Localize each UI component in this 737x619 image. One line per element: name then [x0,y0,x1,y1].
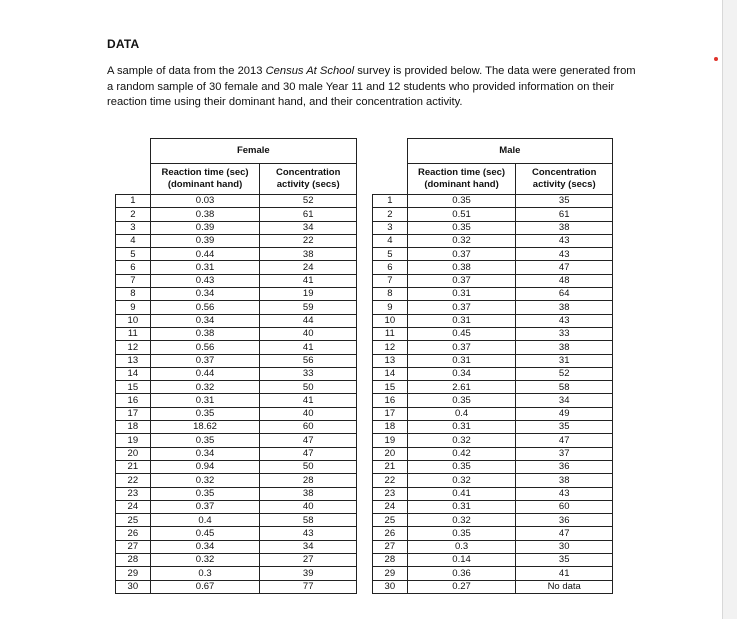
female-reaction-time-cell: 0.39 [150,221,260,234]
male-concentration-cell: 33 [516,327,613,340]
male-row-number: 15 [373,381,408,394]
female-reaction-time-cell: 0.38 [150,208,260,221]
male-table-row [373,447,613,460]
female-reaction-time-cell: 0.56 [150,301,260,314]
male-reaction-time-cell: 0.34 [407,367,516,380]
male-concentration-cell: 41 [516,567,613,580]
female-reaction-time-cell: 0.35 [150,434,260,447]
male-concentration-cell: 36 [516,460,613,473]
male-table-row [373,394,613,407]
female-table-row [116,394,357,407]
female-concentration-cell: 60 [260,421,357,434]
male-table-row [373,288,613,301]
female-row-number: 8 [116,288,151,301]
female-reaction-time-cell: 0.44 [150,367,260,380]
female-concentration-header-line2: activity (secs) [276,179,340,190]
female-row-number: 11 [116,327,151,340]
male-reaction-time-cell: 0.3 [407,540,516,553]
female-table-row [116,421,357,434]
male-row-number: 21 [373,460,408,473]
male-reaction-time-cell: 0.41 [407,487,516,500]
male-reaction-time-cell: 0.35 [407,460,516,473]
female-reaction-time-cell: 0.03 [150,195,260,208]
male-row-number: 27 [373,540,408,553]
male-table-row [373,514,613,527]
female-table-row [116,540,357,553]
female-concentration-cell: 77 [260,580,357,593]
male-concentration-header-line1: Concentration [532,167,597,178]
female-title: Female [150,139,356,164]
male-table-row [373,221,613,234]
male-row-number: 13 [373,354,408,367]
female-table-body [116,139,357,594]
male-reaction-time-cell: 0.35 [407,394,516,407]
male-row-number: 10 [373,314,408,327]
male-table-row [373,341,613,354]
female-row-number: 25 [116,514,151,527]
female-table-row [116,367,357,380]
male-row-number: 22 [373,474,408,487]
female-table-row [116,234,357,247]
male-concentration-cell: 43 [516,314,613,327]
female-table-row [116,447,357,460]
male-row-number: 17 [373,407,408,420]
male-concentration-cell: 38 [516,221,613,234]
female-table-row [116,381,357,394]
female-table-row [116,327,357,340]
red-marker-dot [714,57,718,61]
male-table-row [373,208,613,221]
section-heading: DATA [107,37,140,51]
female-reaction-time-cell: 0.56 [150,341,260,354]
female-concentration-cell: 47 [260,434,357,447]
male-reaction-time-cell: 0.35 [407,527,516,540]
male-reaction-time-cell: 0.37 [407,301,516,314]
female-reaction-time-cell: 0.32 [150,381,260,394]
female-table-row [116,407,357,420]
female-table-row [116,195,357,208]
male-title-row [373,139,613,164]
female-concentration-cell: 56 [260,354,357,367]
female-row-number: 21 [116,460,151,473]
male-table-row [373,434,613,447]
male-row-number: 7 [373,274,408,287]
male-row-number: 18 [373,421,408,434]
female-concentration-cell: 61 [260,208,357,221]
male-row-number: 28 [373,554,408,567]
female-row-number: 24 [116,500,151,513]
female-concentration-cell: 41 [260,274,357,287]
female-concentration-cell: 58 [260,514,357,527]
male-reaction-header [407,164,516,195]
male-row-number: 6 [373,261,408,274]
female-reaction-time-cell: 0.43 [150,274,260,287]
female-reaction-time-cell: 0.32 [150,554,260,567]
female-table-row [116,354,357,367]
female-concentration-header-line1: Concentration [276,167,341,178]
male-title: Male [407,139,612,164]
male-reaction-time-cell: 0.32 [407,234,516,247]
female-row-number: 18 [116,421,151,434]
female-row-number: 7 [116,274,151,287]
female-concentration-cell: 38 [260,487,357,500]
male-concentration-cell: 47 [516,434,613,447]
female-table-row [116,527,357,540]
female-table-row [116,487,357,500]
female-title-spacer [116,139,151,164]
male-reaction-time-cell: 0.14 [407,554,516,567]
female-row-number: 9 [116,301,151,314]
male-reaction-time-cell: 0.31 [407,500,516,513]
male-row-number: 9 [373,301,408,314]
male-table-row [373,567,613,580]
female-concentration-cell: 41 [260,394,357,407]
male-concentration-cell: 64 [516,288,613,301]
female-row-number: 10 [116,314,151,327]
male-concentration-cell: 48 [516,274,613,287]
female-concentration-header [260,164,357,195]
female-row-number: 13 [116,354,151,367]
male-table-row [373,234,613,247]
male-table-row [373,421,613,434]
female-concentration-cell: 47 [260,447,357,460]
male-table-row [373,554,613,567]
male-concentration-cell: 60 [516,500,613,513]
female-row-number: 14 [116,367,151,380]
female-concentration-cell: 40 [260,500,357,513]
male-concentration-cell: 35 [516,421,613,434]
male-row-number: 29 [373,567,408,580]
female-concentration-cell: 52 [260,195,357,208]
female-concentration-cell: 34 [260,221,357,234]
male-row-number: 19 [373,434,408,447]
female-reaction-time-cell: 0.39 [150,234,260,247]
female-table-row [116,314,357,327]
female-concentration-cell: 19 [260,288,357,301]
female-table-row [116,221,357,234]
male-row-number: 26 [373,527,408,540]
male-concentration-cell: 52 [516,367,613,380]
male-title-spacer [373,139,408,164]
page-edge-shadow [722,0,737,619]
male-concentration-cell: 31 [516,354,613,367]
male-concentration-cell: 43 [516,234,613,247]
female-reaction-header-line1: Reaction time (sec) [161,167,249,178]
female-title-row [116,139,357,164]
male-row-number: 20 [373,447,408,460]
male-table-row [373,261,613,274]
female-concentration-cell: 43 [260,527,357,540]
male-table-body [373,139,613,594]
female-table-row [116,554,357,567]
female-reaction-time-cell: 0.34 [150,288,260,301]
male-concentration-cell: 36 [516,514,613,527]
male-concentration-cell: 30 [516,540,613,553]
female-concentration-cell: 44 [260,314,357,327]
intro-paragraph [107,64,637,111]
male-reaction-time-cell: 0.31 [407,421,516,434]
male-table-row [373,381,613,394]
female-row-number: 1 [116,195,151,208]
female-reaction-time-cell: 0.45 [150,527,260,540]
female-row-number: 22 [116,474,151,487]
female-concentration-cell: 40 [260,327,357,340]
male-row-number: 3 [373,221,408,234]
male-reaction-header-line1: Reaction time (sec) [417,167,506,178]
male-table-row [373,487,613,500]
female-row-number: 15 [116,381,151,394]
female-reaction-time-cell: 0.35 [150,407,260,420]
male-reaction-time-cell: 0.37 [407,248,516,261]
female-table-row [116,567,357,580]
female-reaction-time-cell: 0.67 [150,580,260,593]
female-concentration-cell: 28 [260,474,357,487]
female-row-number: 6 [116,261,151,274]
female-data-table [115,138,357,594]
male-concentration-cell: 49 [516,407,613,420]
male-concentration-cell: 43 [516,248,613,261]
female-table-row [116,208,357,221]
male-table-row [373,474,613,487]
male-concentration-cell: 61 [516,208,613,221]
female-header-row [116,164,357,195]
male-row-number: 12 [373,341,408,354]
female-table-row [116,341,357,354]
female-concentration-cell: 34 [260,540,357,553]
male-reaction-time-cell: 0.31 [407,314,516,327]
male-table-row [373,314,613,327]
male-reaction-time-cell: 0.51 [407,208,516,221]
female-concentration-cell: 33 [260,367,357,380]
male-table-row [373,580,613,593]
male-concentration-cell: 58 [516,381,613,394]
female-row-number: 26 [116,527,151,540]
intro-text-start: A sample of data from the 2013 [107,65,266,77]
male-table-row [373,248,613,261]
female-row-number: 19 [116,434,151,447]
male-row-number: 23 [373,487,408,500]
male-row-number: 24 [373,500,408,513]
female-concentration-cell: 22 [260,234,357,247]
female-reaction-time-cell: 0.31 [150,394,260,407]
male-concentration-cell: 43 [516,487,613,500]
female-reaction-time-cell: 0.37 [150,354,260,367]
female-row-number: 30 [116,580,151,593]
female-row-number: 29 [116,567,151,580]
male-reaction-time-cell: 0.32 [407,514,516,527]
female-concentration-cell: 41 [260,341,357,354]
male-concentration-cell: 38 [516,301,613,314]
male-table-row [373,527,613,540]
male-concentration-cell: 35 [516,554,613,567]
male-reaction-time-cell: 0.4 [407,407,516,420]
male-table-row [373,301,613,314]
male-row-number: 4 [373,234,408,247]
female-table-row [116,248,357,261]
male-row-number: 16 [373,394,408,407]
female-table-row [116,261,357,274]
female-row-number: 17 [116,407,151,420]
male-reaction-time-cell: 0.38 [407,261,516,274]
male-concentration-cell: 47 [516,261,613,274]
female-table-row [116,460,357,473]
male-concentration-cell: 47 [516,527,613,540]
survey-name: Census At School [265,65,355,77]
female-row-number: 23 [116,487,151,500]
male-concentration-cell: 37 [516,447,613,460]
female-reaction-header-line2: (dominant hand) [167,179,243,190]
male-table-row [373,460,613,473]
male-reaction-time-cell: 0.31 [407,288,516,301]
female-reaction-time-cell: 0.31 [150,261,260,274]
male-row-number: 14 [373,367,408,380]
female-reaction-time-cell: 18.62 [150,421,260,434]
male-reaction-time-cell: 2.61 [407,381,516,394]
female-concentration-cell: 27 [260,554,357,567]
female-concentration-cell: 40 [260,407,357,420]
male-row-number: 1 [373,195,408,208]
female-concentration-cell: 50 [260,381,357,394]
male-data-table [372,138,613,594]
female-table-row [116,274,357,287]
male-concentration-cell: 38 [516,341,613,354]
female-concentration-cell: 24 [260,261,357,274]
female-table-row [116,474,357,487]
male-concentration-header-line2: activity (secs) [532,179,596,190]
female-reaction-time-cell: 0.32 [150,474,260,487]
female-reaction-time-cell: 0.34 [150,447,260,460]
male-row-number: 5 [373,248,408,261]
male-reaction-time-cell: 0.35 [407,221,516,234]
male-row-number: 30 [373,580,408,593]
male-reaction-time-cell: 0.32 [407,474,516,487]
male-row-number: 25 [373,514,408,527]
female-row-number: 28 [116,554,151,567]
male-table-row [373,500,613,513]
female-table-row [116,301,357,314]
female-reaction-time-cell: 0.4 [150,514,260,527]
male-concentration-cell: No data [516,580,613,593]
male-table-row [373,540,613,553]
male-row-number: 8 [373,288,408,301]
male-row-number: 11 [373,327,408,340]
male-concentration-cell: 38 [516,474,613,487]
female-reaction-header [150,164,260,195]
female-reaction-time-cell: 0.34 [150,540,260,553]
male-reaction-time-cell: 0.31 [407,354,516,367]
male-reaction-time-cell: 0.37 [407,341,516,354]
female-table-row [116,288,357,301]
female-concentration-cell: 59 [260,301,357,314]
female-row-number: 2 [116,208,151,221]
male-row-number: 2 [373,208,408,221]
female-row-number: 27 [116,540,151,553]
female-table-row [116,500,357,513]
female-row-number: 5 [116,248,151,261]
female-row-number: 12 [116,341,151,354]
female-concentration-cell: 38 [260,248,357,261]
female-row-number: 20 [116,447,151,460]
male-header-row [373,164,613,195]
female-reaction-time-cell: 0.44 [150,248,260,261]
male-reaction-time-cell: 0.32 [407,434,516,447]
male-reaction-time-cell: 0.35 [407,195,516,208]
male-table-row [373,327,613,340]
male-table-row [373,354,613,367]
female-row-number: 4 [116,234,151,247]
female-reaction-time-cell: 0.3 [150,567,260,580]
male-table-row [373,407,613,420]
male-reaction-time-cell: 0.37 [407,274,516,287]
female-table-row [116,514,357,527]
male-header-spacer [373,164,408,195]
female-table-row [116,434,357,447]
female-row-number: 3 [116,221,151,234]
female-table-row [116,580,357,593]
male-reaction-time-cell: 0.36 [407,567,516,580]
female-header-spacer [116,164,151,195]
male-concentration-cell: 35 [516,195,613,208]
female-row-number: 16 [116,394,151,407]
intro-text-end: survey is provided below. The data were generated from a random sample of 30 female and 30 male Year 11 and 12 students who provided information on their reaction time using their dominant hand, and their concentration activity. [107,65,636,108]
male-table-row [373,195,613,208]
male-reaction-header-line2: (dominant hand) [424,179,499,190]
male-concentration-cell: 34 [516,394,613,407]
female-reaction-time-cell: 0.34 [150,314,260,327]
male-table-row [373,367,613,380]
female-reaction-time-cell: 0.37 [150,500,260,513]
female-reaction-time-cell: 0.94 [150,460,260,473]
male-table-row [373,274,613,287]
female-reaction-time-cell: 0.38 [150,327,260,340]
male-reaction-time-cell: 0.42 [407,447,516,460]
male-reaction-time-cell: 0.27 [407,580,516,593]
female-concentration-cell: 50 [260,460,357,473]
female-concentration-cell: 39 [260,567,357,580]
male-concentration-header [516,164,613,195]
male-reaction-time-cell: 0.45 [407,327,516,340]
female-reaction-time-cell: 0.35 [150,487,260,500]
